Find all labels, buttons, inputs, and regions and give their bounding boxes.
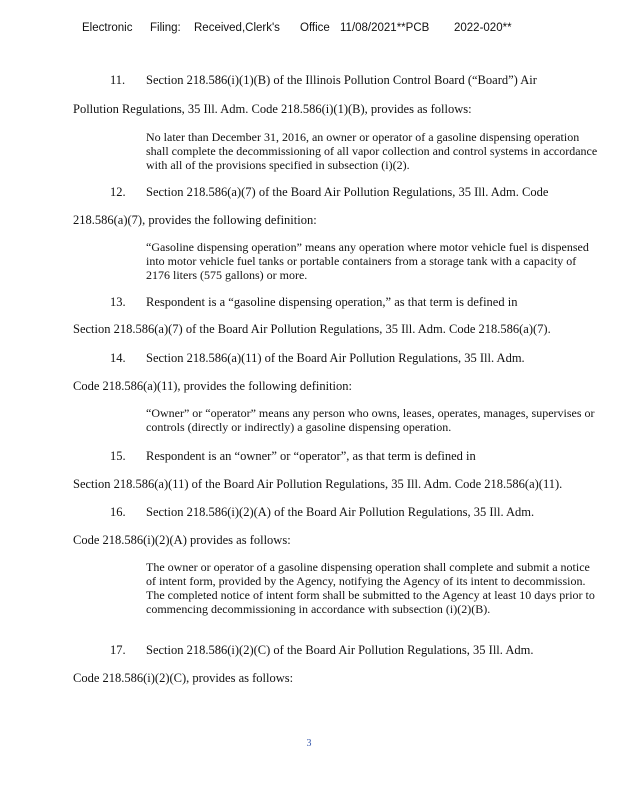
block-quote: No later than December 31, 2016, an owner or operator of a gasoline dispensing operation shall complete the decommissioning of all vapor collection and control systems in accordance with all of the provisions specified in subsection (i)(2). (146, 130, 598, 172)
paragraph-number: 12. (110, 185, 126, 199)
block-quote: “Owner” or “operator” means any person who owns, leases, operates, manages, supervises or controls (directly or indirectly) a gasoline dispensing operation. (146, 406, 595, 434)
paragraph-line: Respondent is an “owner” or “operator”, as that term is defined in (146, 449, 476, 463)
paragraph-line: 218.586(a)(7), provides the following definition: (73, 213, 317, 227)
paragraph-number: 17. (110, 643, 126, 657)
paragraph-line: Section 218.586(a)(7) of the Board Air Pollution Regulations, 35 Ill. Adm. Code (146, 185, 549, 199)
paragraph-line: Section 218.586(i)(2)(C) of the Board Air Pollution Regulations, 35 Ill. Adm. (146, 643, 534, 657)
paragraph-line: Section 218.586(i)(1)(B) of the Illinois Pollution Control Board (“Board”) Air (146, 73, 537, 87)
paragraph-line: Code 218.586(i)(2)(A) provides as follows: (73, 533, 291, 547)
paragraph-line: Code 218.586(a)(11), provides the following definition: (73, 379, 352, 393)
block-quote: The owner or operator of a gasoline dispensing operation shall complete and submit a notice of intent form, provided by the Agency, notifying the Agency of its intent to decommission. The completed notice of intent form shall be submitted to the Agency at least 10 days prior to commencing decommissioning in accordance with subsection (i)(2)(B). (146, 560, 595, 616)
block-quote: “Gasoline dispensing operation” means any operation where motor vehicle fuel is dispensed into motor vehicle fuel tanks or portable containers from a storage tank with a capacity of 2176 liters (575 gallons) or more. (146, 240, 589, 282)
paragraph-line: Section 218.586(a)(11) of the Board Air Pollution Regulations, 35 Ill. Adm. (146, 351, 525, 365)
paragraph-line: Code 218.586(i)(2)(C), provides as follows: (73, 671, 294, 685)
paragraph-number: 16. (110, 505, 126, 519)
paragraph-line: Section 218.586(a)(11) of the Board Air Pollution Regulations, 35 Ill. Adm. Code 218.586(a)(11). (73, 477, 563, 491)
header-date: 11/08/2021**PCB (340, 22, 430, 34)
page-number: 3 (306, 738, 312, 749)
header-electronic: Electronic (82, 22, 133, 34)
header-office: Office (300, 22, 330, 34)
header-case: 2022-020** (454, 22, 512, 34)
paragraph-line: Respondent is a “gasoline dispensing operation,” as that term is defined in (146, 295, 518, 309)
paragraph-number: 11. (110, 73, 126, 87)
paragraph-number: 13. (110, 295, 126, 309)
header-filing: Filing: (150, 22, 181, 34)
paragraph-number: 15. (110, 449, 126, 463)
paragraph-line: Section 218.586(i)(2)(A) of the Board Air Pollution Regulations, 35 Ill. Adm. (146, 505, 535, 519)
paragraph-line: Section 218.586(a)(7) of the Board Air Pollution Regulations, 35 Ill. Adm. Code 218.586(a)(7). (73, 322, 551, 336)
header-received: Received,Clerk's (194, 22, 280, 34)
paragraph-line: Pollution Regulations, 35 Ill. Adm. Code 218.586(i)(1)(B), provides as follows: (73, 102, 472, 116)
paragraph-number: 14. (110, 351, 126, 365)
